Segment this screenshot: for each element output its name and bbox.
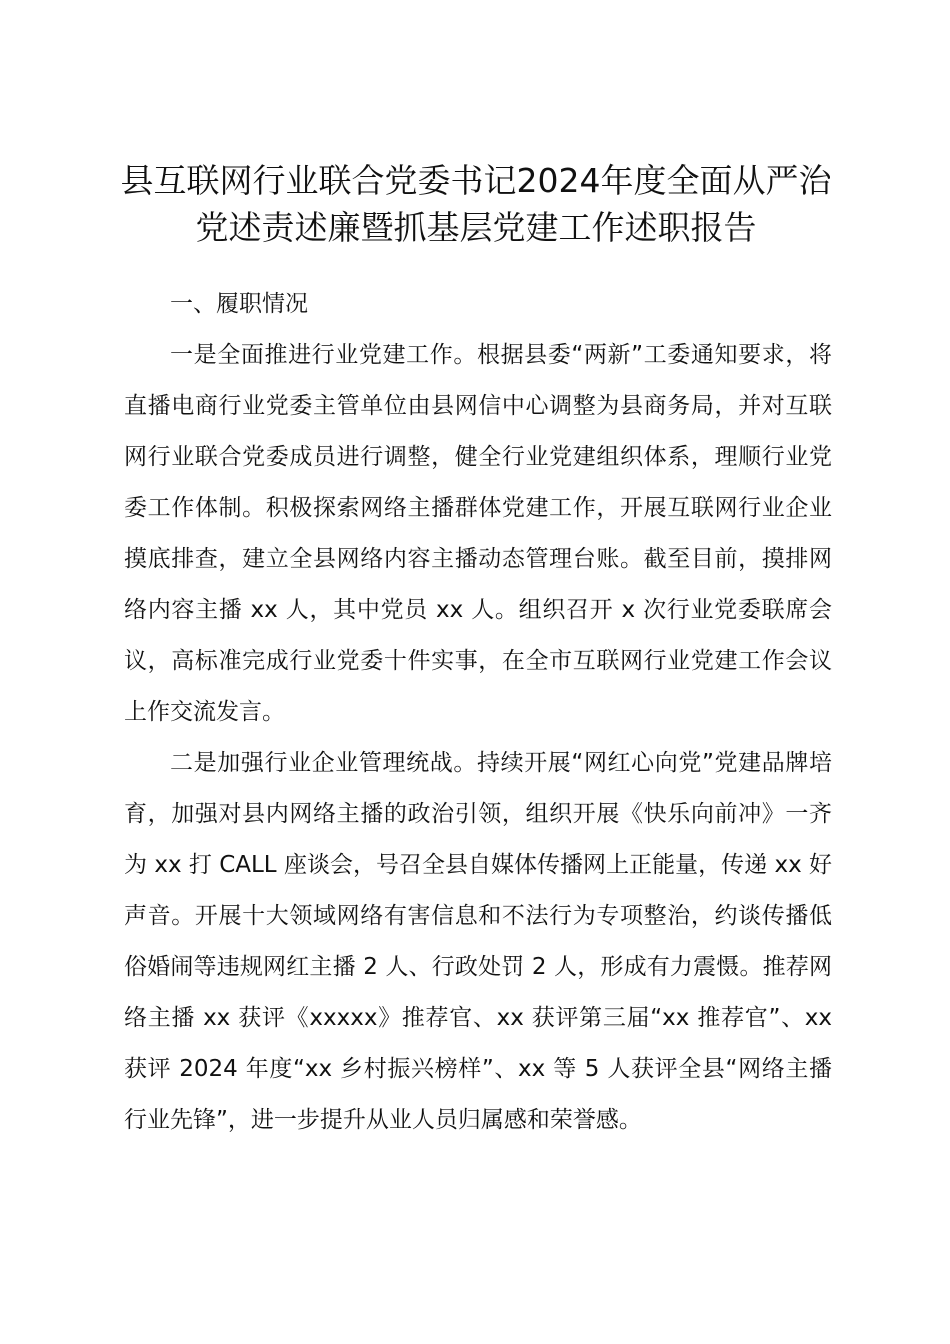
paragraph: 二是加强行业企业管理统战。持续开展“网红心向党”党建品牌培育，加强对县内网络主播的政治引领，组织开展《快乐向前冲》一齐为 xx 打 CALL 座谈会，号召全县自媒体传播网上正能量，传递 xx 好声音。开展十大领域网络有害信息和不法行为专项整治，约谈传播低俗婚闹等违规网红主播 2 人、行政处罚 2 人，形成有力震慑。推荐网络主播 xx 获评《xxxxx》推荐官、xx 获评第三届“xx 推荐官”、xx 获评 2024 年度“xx 乡村振兴榜样”、xx 等 5 人获评全县“网络主播行业先锋”，进一步提升从业人员归属感和荣誉感。 [124,750,832,1133]
document-body [124,279,832,1146]
section-heading: 一、履职情况 [170,291,308,317]
document-title: 县互联网行业联合党委书记2024年度全面从严治党述责述廉暨抓基层党建工作述职报告 [120,161,832,247]
paragraph: 一是全面推进行业党建工作。根据县委“两新”工委通知要求，将直播电商行业党委主管单位由县网信中心调整为县商务局，并对互联网行业联合党委成员进行调整，健全行业党建组织体系，理顺行业党委工作体制。积极探索网络主播群体党建工作，开展互联网行业企业摸底排查，建立全县网络内容主播动态管理台账。截至目前，摸排网络内容主播 xx 人，其中党员 xx 人。组织召开 x 次行业党委联席会议，高标准完成行业党委十件实事，在全市互联网行业党建工作会议上作交流发言。 [124,342,832,725]
